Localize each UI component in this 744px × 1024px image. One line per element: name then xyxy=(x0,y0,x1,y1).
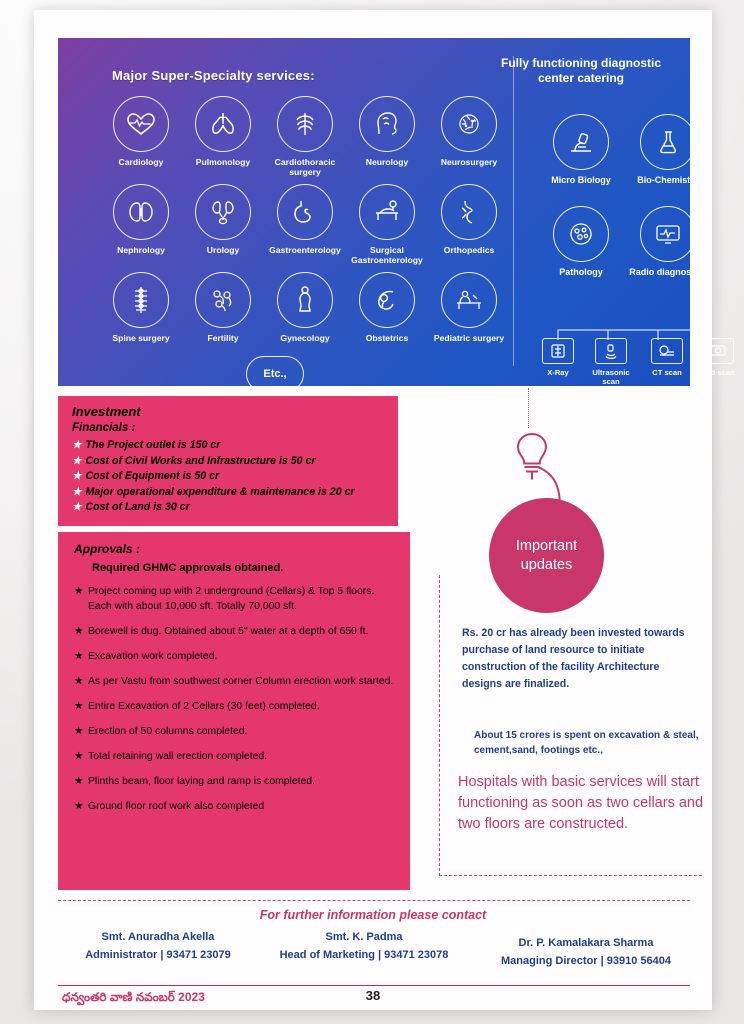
service-label: Obstetrics xyxy=(365,333,409,343)
star-icon: ★ xyxy=(74,726,84,737)
list-item xyxy=(74,749,400,764)
service-gastroenterology xyxy=(262,184,348,255)
modality-xray xyxy=(532,338,584,377)
ultrasound-probe-icon xyxy=(595,338,627,364)
contact-heading: For further information please contact xyxy=(259,908,487,922)
dotted-connector xyxy=(528,388,529,428)
approvals-subheading: Required GHMC approvals obtained. xyxy=(92,562,284,574)
monitor-waveform-icon xyxy=(640,206,696,262)
xray-icon xyxy=(542,338,574,364)
service-label: Fertility xyxy=(207,333,239,343)
service-obstetrics xyxy=(344,272,430,343)
diagnostic-bio-chemistry xyxy=(620,114,716,186)
service-label: Gastroenterology xyxy=(269,245,341,255)
footer-bottom-rule xyxy=(58,985,690,986)
contact-name: Smt. Anuradha Akella xyxy=(101,931,215,943)
list-item-text: Cost of Equipment is 50 cr xyxy=(85,470,220,482)
ribcage-icon xyxy=(277,96,333,152)
spine-icon xyxy=(113,272,169,328)
contact-1 xyxy=(58,928,258,964)
list-item xyxy=(72,500,355,516)
star-icon: ★ xyxy=(72,454,82,467)
updates-text-investment: Rs. 20 cr has already been invested towards purchase of land resource to initiate construction of the facility Architecture designs are finalized. xyxy=(462,627,685,690)
star-icon: ★ xyxy=(74,626,84,637)
approvals-heading: Approvals : xyxy=(74,542,141,556)
list-item-text: Plinths beam, floor laying and ramp is completed. xyxy=(88,776,315,787)
diagnostic-label: Radio diagnostics xyxy=(629,267,707,277)
footer-divider xyxy=(58,900,690,901)
list-item xyxy=(72,454,355,470)
service-neurosurgery xyxy=(426,96,512,167)
service-nephrology xyxy=(98,184,184,255)
panel-divider xyxy=(513,56,514,366)
service-label: Cardiothoracic surgery xyxy=(274,157,336,177)
contact-3 xyxy=(472,934,700,970)
service-pediatric-surgery xyxy=(426,272,512,343)
service-cardiology xyxy=(98,96,184,167)
diagnostic-radio-diagnostics xyxy=(620,206,716,278)
list-item xyxy=(72,469,355,485)
knee-joint-icon xyxy=(441,184,497,240)
service-label: Surgical Gastroenterology xyxy=(351,245,423,265)
contact-2 xyxy=(258,928,470,964)
investment-subheading: Financials : xyxy=(72,422,136,434)
brain-head-icon xyxy=(359,96,415,152)
list-item xyxy=(74,724,400,739)
page-sheet xyxy=(34,10,735,1010)
contact-role: Administrator | 93471 23079 xyxy=(85,949,231,961)
star-icon: ★ xyxy=(74,586,84,597)
list-item xyxy=(72,485,355,501)
list-item-text: Borewell is dug. Obtained about 5" water at a depth of 650 ft. xyxy=(88,626,369,637)
service-fertility xyxy=(180,272,266,343)
service-pulmonology xyxy=(180,96,266,167)
diagnostic-pathology xyxy=(533,206,629,278)
contact-role: Head of Marketing | 93471 23078 xyxy=(279,949,449,961)
updates-text-functioning: Hospitals with basic services will start functioning as soon as two cellars and two floors are constructed. xyxy=(458,774,704,832)
diagnostic-label: Pathology xyxy=(559,267,603,277)
service-label: Spine surgery xyxy=(112,333,170,343)
service-label: Pulmonology xyxy=(195,157,251,167)
diagnostics-panel-title: Fully functioning diagnostic center catering xyxy=(501,56,661,85)
fetus-icon xyxy=(359,272,415,328)
pediatric-surgery-icon xyxy=(441,272,497,328)
service-label: Orthopedics xyxy=(443,245,495,255)
list-item-text: Major operational expenditure & maintenance is 20 cr xyxy=(85,485,355,498)
urinary-icon xyxy=(195,184,251,240)
list-item xyxy=(74,799,400,814)
magazine-name: ధన్వంతరి వాణి నవంబర్ 2023 xyxy=(62,990,205,1004)
list-item xyxy=(74,674,400,689)
list-item xyxy=(72,438,355,454)
modality-label: CT scan xyxy=(652,368,682,377)
service-orthopedics xyxy=(426,184,512,255)
list-item xyxy=(74,624,400,639)
list-item-text: Erection of 50 columns completed. xyxy=(88,726,248,737)
service-label: Nephrology xyxy=(117,245,165,255)
services-panel-title: Major Super-Specialty services: xyxy=(112,68,315,83)
stomach-icon xyxy=(277,184,333,240)
list-item-text: As per Vastu from southwest corner Column erection work started. xyxy=(88,676,394,687)
female-body-icon xyxy=(277,272,333,328)
star-icon: ★ xyxy=(74,776,84,787)
list-item xyxy=(74,584,400,614)
star-icon: ★ xyxy=(74,801,84,812)
mri-scanner-icon xyxy=(702,338,734,364)
modality-label: MRI scan xyxy=(701,368,735,377)
list-item-text: The Project outlet is 150 cr xyxy=(85,439,221,451)
modality-label: X-Ray xyxy=(547,368,569,377)
star-icon: ★ xyxy=(72,439,82,451)
service-label: Neurosurgery xyxy=(440,157,498,167)
modality-mri-scan xyxy=(692,338,744,377)
contact-name: Dr. P. Kamalakara Sharma xyxy=(518,937,654,949)
kidney-icon xyxy=(113,184,169,240)
service-surgical-gastroenterology xyxy=(344,184,430,265)
star-icon: ★ xyxy=(72,485,82,498)
surgery-table-icon xyxy=(359,184,415,240)
contact-role: Managing Director | 93910 56404 xyxy=(501,955,671,967)
service-label: Urology xyxy=(206,245,240,255)
list-item xyxy=(74,774,400,789)
approvals-box xyxy=(58,532,410,890)
service-spine-surgery xyxy=(98,272,184,343)
service-label: Gynecology xyxy=(280,333,330,343)
star-icon: ★ xyxy=(72,501,82,513)
star-icon: ★ xyxy=(74,751,84,762)
service-urology xyxy=(180,184,266,255)
important-updates-label: Important updates xyxy=(515,537,578,573)
diagnostic-label: Bio-Chemistry xyxy=(637,175,699,185)
heart-icon xyxy=(113,96,169,152)
service-cardiothoracic-surgery xyxy=(262,96,348,177)
list-item-text: Project coming up with 2 underground (Cellars) & Top 5 floors. Each with about 10,000 sft. Totally 70,000 sft. xyxy=(88,586,375,612)
list-item xyxy=(74,699,400,714)
etc-badge: Etc., xyxy=(246,356,304,392)
service-gynecology xyxy=(262,272,348,343)
service-label: Pediatric surgery xyxy=(433,333,505,343)
page-number: 38 xyxy=(365,988,381,1003)
diagnostic-label: Micro Biology xyxy=(551,175,611,185)
flask-icon xyxy=(640,114,696,170)
investment-box xyxy=(58,396,398,526)
sperm-icon xyxy=(195,272,251,328)
modality-ct-scan xyxy=(641,338,693,377)
cell-sample-icon xyxy=(553,206,609,262)
lungs-icon xyxy=(195,96,251,152)
contact-name: Smt. K. Padma xyxy=(325,931,403,943)
star-icon: ★ xyxy=(74,701,84,712)
service-neurology xyxy=(344,96,430,167)
list-item-text: Excavation work completed. xyxy=(88,651,218,662)
services-panel xyxy=(58,38,735,386)
star-icon: ★ xyxy=(74,676,84,687)
service-label: Cardiology xyxy=(118,157,164,167)
modality-ultrasonic-scan xyxy=(585,338,637,386)
neuron-icon xyxy=(441,96,497,152)
list-item-text: Cost of Land is 30 cr xyxy=(85,501,190,513)
updates-text-excavation: About 15 crores is spent on excavation & steal, cement,sand, footings etc., xyxy=(474,730,699,756)
approvals-list xyxy=(74,584,400,824)
list-item-text: Total retaining wall erection completed. xyxy=(88,751,268,762)
list-item-text: Ground floor roof work also completed xyxy=(88,801,265,812)
list-item-text: Cost of Civil Works and Infrastructure is 50 cr xyxy=(85,454,316,467)
list-item xyxy=(74,649,400,664)
service-label: Neurology xyxy=(365,157,409,167)
list-item-text: Entire Excavation of 2 Cellars (30 feet) completed. xyxy=(88,701,320,712)
star-icon: ★ xyxy=(74,651,84,662)
ct-scanner-icon xyxy=(651,338,683,364)
modality-label: Ultrasonic scan xyxy=(592,368,630,386)
star-icon: ★ xyxy=(72,470,82,482)
investment-heading: Investment xyxy=(72,404,141,419)
diagnostic-micro-biology xyxy=(533,114,629,186)
investment-list xyxy=(72,438,355,516)
microscope-icon xyxy=(553,114,609,170)
